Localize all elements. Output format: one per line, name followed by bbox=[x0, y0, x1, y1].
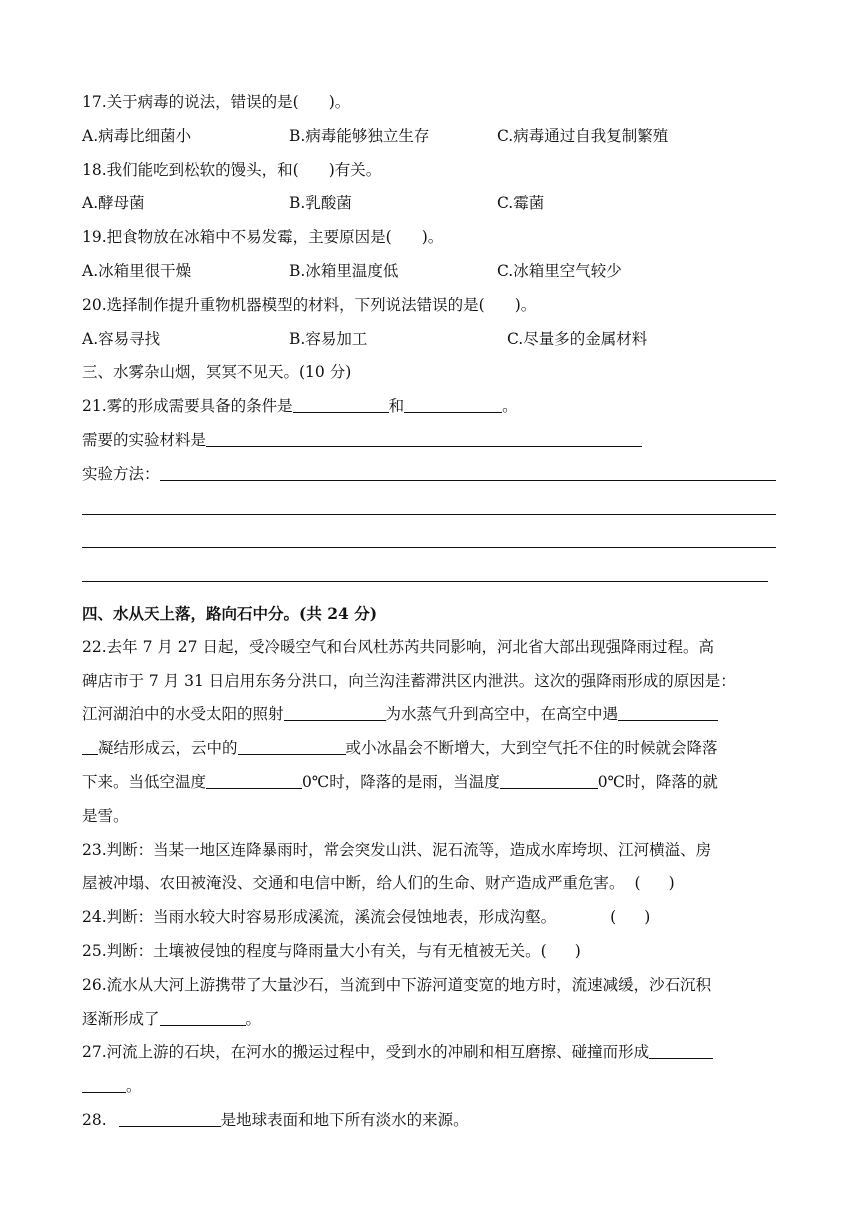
q21-stem: 21.雾的形成需要具备的条件是 bbox=[82, 397, 293, 416]
q19-option-c: C.冰箱里空气较少 bbox=[497, 261, 622, 280]
q22-text-3b: 为水蒸气升到高空中，在高空中遇 bbox=[385, 705, 619, 724]
q27-blank-cont[interactable] bbox=[82, 1070, 126, 1093]
q22-line-2 bbox=[82, 665, 778, 699]
q27-line-2 bbox=[82, 1070, 778, 1104]
q21-materials bbox=[82, 424, 778, 458]
q21-end: 。 bbox=[502, 397, 518, 416]
method-line-4 bbox=[82, 559, 778, 593]
q23-text-1: 23.判断：当某一地区连降暴雨时，常会突发山洪、泥石流等，造成水库垮坝、江河横溢、房 bbox=[82, 840, 712, 859]
materials-blank[interactable] bbox=[206, 424, 642, 447]
q22-text-2: 碑店市于 7 月 31 日启用东务分洪口，向兰沟洼蓄滞洪区内泄洪。这次的强降雨形成的原因是： bbox=[82, 671, 736, 690]
q28-number: 28. bbox=[82, 1110, 107, 1129]
method-blank-4[interactable] bbox=[82, 559, 768, 582]
question-18 bbox=[82, 154, 778, 188]
q22-blank-2-cont[interactable] bbox=[82, 732, 98, 755]
q22-blank-1[interactable] bbox=[284, 698, 386, 721]
q22-text-4b: 或小冰晶会不断增大，大到空气托不住的时候就会降落 bbox=[345, 739, 718, 758]
q26-line-1 bbox=[82, 969, 778, 1003]
q22-line-1 bbox=[82, 631, 778, 665]
q22-blank-3[interactable] bbox=[238, 732, 346, 755]
q27-text-1: 27.河流上游的石块，在河水的搬运过程中，受到水的冲刷和相互磨擦、碰撞而形成 bbox=[82, 1043, 650, 1062]
q20-stem-end: )。 bbox=[514, 295, 537, 314]
method-blank-2[interactable] bbox=[82, 492, 776, 515]
q17-stem-end: )。 bbox=[328, 93, 351, 111]
q22-text-5c: 0℃时，降落的就 bbox=[597, 772, 718, 791]
q17-stem: 17.关于病毒的说法，错误的是( bbox=[82, 93, 299, 111]
q19-stem-end: )。 bbox=[421, 228, 444, 247]
q22-line-6 bbox=[82, 800, 778, 834]
q22-blank-4[interactable] bbox=[206, 766, 302, 789]
section-3-title bbox=[82, 356, 778, 390]
method-label: 实验方法： bbox=[82, 464, 160, 483]
q21-and: 和 bbox=[388, 397, 405, 416]
q18-option-a: A.酵母菌 bbox=[82, 194, 145, 213]
q17-option-b: B.病毒能够独立生存 bbox=[289, 126, 430, 145]
q25-text: 25.判断：土壤被侵蚀的程度与降雨量大小有关，与有无植被无关。( bbox=[82, 941, 547, 960]
exam-page bbox=[82, 86, 778, 1138]
q22-text-1: 22.去年 7 月 27 日起，受冷暖空气和台风杜苏芮共同影响，河北省大部出现强降雨过程。高 bbox=[82, 637, 714, 656]
q20-option-a: A.容易寻找 bbox=[82, 329, 161, 348]
q18-options bbox=[82, 187, 778, 221]
question-19 bbox=[82, 221, 778, 255]
materials-label: 需要的实验材料是 bbox=[82, 430, 207, 449]
q19-options bbox=[82, 255, 778, 289]
q25-paren-close: ) bbox=[574, 941, 581, 960]
q21-method bbox=[82, 458, 778, 492]
q18-option-c: C.霉菌 bbox=[497, 194, 545, 213]
q24-paren-open: ( bbox=[610, 908, 617, 927]
q22-text-3a: 江河湖泊中的水受太阳的照射 bbox=[82, 705, 284, 724]
q22-line-5 bbox=[82, 766, 778, 800]
q19-stem: 19.把食物放在冰箱中不易发霉，主要原因是( bbox=[82, 228, 392, 247]
q22-line-3 bbox=[82, 698, 778, 732]
q27-blank[interactable] bbox=[649, 1036, 713, 1059]
q23-paren-close: ) bbox=[668, 874, 675, 893]
question-25 bbox=[82, 935, 778, 969]
q22-blank-5[interactable] bbox=[500, 766, 598, 789]
question-24 bbox=[82, 901, 778, 935]
q20-options bbox=[82, 323, 778, 357]
q22-blank-2[interactable] bbox=[618, 698, 718, 721]
question-17 bbox=[82, 86, 778, 120]
q23-text-2: 屋被冲塌、农田被淹没、交通和电信中断，给人们的生命、财产造成严重危害。 bbox=[82, 874, 625, 893]
q26-text-2: 逐渐形成了 bbox=[82, 1009, 160, 1028]
q23-line-2 bbox=[82, 867, 778, 901]
q17-option-c: C.病毒通过自我复制繁殖 bbox=[497, 126, 669, 145]
q22-line-4 bbox=[82, 732, 778, 766]
q18-stem-end: )有关。 bbox=[328, 160, 382, 179]
q27-line-1 bbox=[82, 1036, 778, 1070]
q19-option-a: A.冰箱里很干燥 bbox=[82, 261, 192, 280]
q24-text: 24.判断：当雨水较大时容易形成溪流，溪流会侵蚀地表，形成沟壑。 bbox=[82, 908, 557, 927]
q22-text-4a: 凝结形成云，云中的 bbox=[98, 739, 238, 758]
q18-option-b: B.乳酸菌 bbox=[289, 194, 352, 213]
method-blank-3[interactable] bbox=[82, 525, 776, 548]
q19-option-b: B.冰箱里温度低 bbox=[289, 261, 399, 280]
section-3-heading: 三、水雾杂山烟，冥冥不见天。(10 分) bbox=[82, 363, 352, 382]
q18-stem: 18.我们能吃到松软的馒头，和( bbox=[82, 160, 299, 179]
q22-text-5a: 下来。当低空温度 bbox=[82, 772, 207, 791]
question-20 bbox=[82, 289, 778, 323]
question-21 bbox=[82, 390, 778, 424]
method-line-2 bbox=[82, 492, 778, 526]
method-blank-1[interactable] bbox=[160, 458, 776, 481]
q23-paren-open: ( bbox=[634, 874, 641, 893]
q22-text-6: 是雪。 bbox=[82, 806, 129, 825]
section-4-heading: 四、水从天上落，路向石中分。(共 24 分) bbox=[82, 603, 378, 623]
q23-line-1 bbox=[82, 834, 778, 868]
q17-option-a: A.病毒比细菌小 bbox=[82, 126, 192, 145]
q28-blank[interactable] bbox=[119, 1104, 221, 1127]
q22-text-5b: 0℃时，降落的是雨，当温度 bbox=[302, 772, 500, 791]
q28-text: 是地球表面和地下所有淡水的来源。 bbox=[220, 1110, 469, 1129]
q21-blank-1[interactable] bbox=[293, 390, 389, 413]
q20-option-b: B.容易加工 bbox=[289, 329, 368, 348]
q26-blank[interactable] bbox=[160, 1003, 246, 1026]
q20-stem: 20.选择制作提升重物机器模型的材料，下列说法错误的是( bbox=[82, 295, 485, 314]
method-line-3 bbox=[82, 525, 778, 559]
q21-blank-2[interactable] bbox=[404, 390, 502, 413]
q26-line-2 bbox=[82, 1003, 778, 1037]
q17-options bbox=[82, 120, 778, 154]
question-28 bbox=[82, 1104, 778, 1138]
section-4-title bbox=[82, 597, 778, 631]
q24-paren-close: ) bbox=[644, 908, 651, 927]
q27-end: 。 bbox=[126, 1077, 142, 1096]
q26-end: 。 bbox=[245, 1009, 262, 1028]
q20-option-c: C.尽量多的金属材料 bbox=[507, 329, 648, 348]
q26-text-1: 26.流水从大河上游携带了大量沙石，当流到中下游河道变宽的地方时，流速减缓，沙石沉积 bbox=[82, 975, 712, 994]
